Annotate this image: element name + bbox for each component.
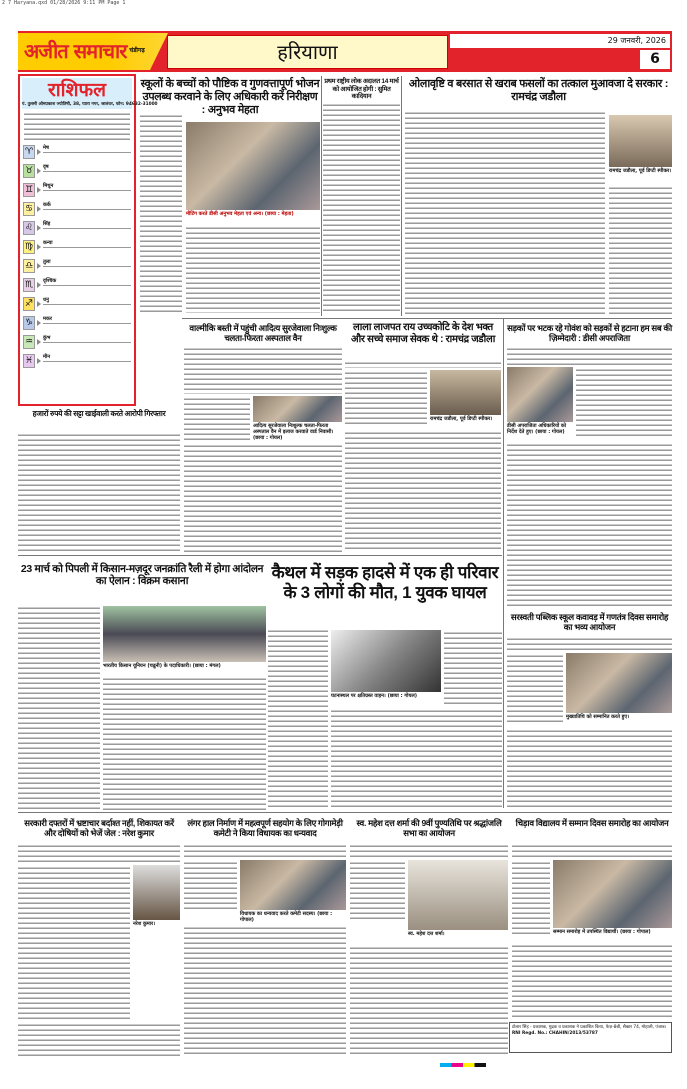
rashi-row [23, 219, 131, 237]
zodiac-icon: ♍ [24, 242, 34, 252]
rashi-row [23, 200, 131, 218]
panchang-text [24, 111, 130, 141]
photo-kisan-group [103, 606, 266, 662]
article-body [184, 396, 250, 441]
rashi-row [23, 333, 131, 351]
rashi-row [23, 143, 131, 161]
row-divider [182, 318, 672, 319]
zodiac-icon: ♌ [24, 223, 34, 233]
rashi-sign-name: मीन [43, 354, 131, 368]
headline-chidawa-school: चिड़ाव विद्यालय में सम्मान दिवस समारोह का आयोजन [515, 818, 669, 828]
article-body [512, 843, 672, 858]
article-body [444, 630, 502, 705]
rashi-row [23, 295, 131, 313]
arrow-icon [37, 168, 41, 174]
photo-caption: मुख्यातिथि को सम्मानित करते हुए। [566, 714, 629, 720]
article-body [405, 110, 605, 315]
rashifal-header [22, 78, 158, 109]
zodiac-icon: ♐ [24, 299, 34, 309]
arrow-icon [37, 225, 41, 231]
rashi-row [23, 181, 131, 199]
photo-dc-meeting [507, 367, 573, 422]
article-body [184, 925, 346, 1057]
rni-registration: RNI Regd. No.: CHAHIN/2013/53787 [512, 1031, 598, 1037]
imprint-box [509, 1022, 672, 1053]
photo-caption: नरेश कुमार। [133, 921, 156, 927]
photo-naresh-kumar [133, 865, 180, 920]
photo-caption: स्व. महेश दत्त शर्मा। [408, 931, 445, 937]
edition-city: चंडीगढ़ [129, 47, 145, 54]
rashi-sign-name: सिंह [43, 221, 131, 235]
photo-accident [331, 630, 441, 692]
photo-caption: भारतीय किसान यूनियन (चढूनी) के पदाधिकारी। (छाया : मंगल) [103, 663, 221, 669]
article-body [350, 843, 508, 858]
arrow-icon [37, 263, 41, 269]
issue-date: 29 जनवरी, 2026 [450, 34, 670, 48]
photo-award-ceremony [553, 860, 672, 928]
article-body [186, 225, 320, 313]
arrow-icon [37, 206, 41, 212]
photo-caption: विधायक का धन्यवाद करते कमेटी सदस्य। (छाया : गोपाल) [240, 911, 333, 923]
photo-jadaula [609, 115, 672, 167]
photo-caption: सम्मान समारोह में उपस्थित विद्यार्थी। (छाया : गोपाल) [553, 929, 651, 935]
article-body [576, 367, 672, 437]
article-body [184, 843, 346, 858]
photo-jadaula [430, 370, 501, 415]
rashi-sign-name: मकर [43, 316, 131, 330]
article-body [18, 432, 180, 552]
rashi-row [23, 276, 131, 294]
headline-betting-arrest: हजारों रुपये की सट्टा खाईवाली करते आरोपी गिरफ्तार [32, 409, 166, 418]
article-body [323, 102, 400, 313]
column-divider [401, 76, 402, 316]
headline-school-meals: स्कूलों के बच्चों को पौष्टिक व गुणवत्तापूर्ण भोजन उपलब्ध करवाने के लिए अधिकारी करें निरीक्षण : अनुभव मेहता [140, 78, 320, 116]
rashifal-title: राशिफल [47, 79, 107, 101]
zodiac-icon: ♓ [24, 356, 34, 366]
zodiac-icon: ♒ [24, 337, 34, 347]
photo-caption: डीसी अपराजिता अधिकारियों को निर्देश देते हुए। (छाया : गोयल) [507, 423, 567, 435]
newspaper-logo: अजीत समाचार [24, 39, 127, 63]
rashi-sign-name: मिथुन [43, 183, 131, 197]
imprint-text: टोलार सिंह - प्रकाशक, मुद्रक व प्रकाशक ने प्रकाशित किया, फेज़-8बी, सैक्टर 74, मोहाली, पंजाब। [512, 1025, 667, 1030]
article-body [507, 728, 672, 808]
page-number: 6 [640, 50, 670, 69]
photo-caption: आदित्य सुरजेवाला निःशुल्क चलता-फिरता अस्पताल वैन में इलाज करवाते वार्ड निवासी। (छाया : गोयल) [253, 423, 334, 441]
rashi-sign-name: कन्या [43, 240, 131, 254]
logo-group [24, 35, 145, 67]
rashi-row [23, 352, 131, 370]
headline-road-accident: कैथल में सड़क हादसे में एक ही परिवार के 3 लोगों की मौत, 1 युवक घायल [271, 563, 499, 603]
zodiac-icon: ♑ [24, 318, 34, 328]
zodiac-icon: ♊ [24, 185, 34, 195]
article-body [18, 605, 100, 810]
arrow-icon [37, 320, 41, 326]
article-body [507, 653, 563, 723]
arrow-icon [37, 358, 41, 364]
rashifal-box [18, 74, 158, 406]
headline-shraddhanjali: स्व. महेश दत्त शर्मा की 9वीं पुण्यतिथि पर श्रद्धांजलि सभा का आयोजन [356, 818, 502, 839]
article-body [18, 865, 130, 1020]
article-body [609, 185, 672, 315]
arrow-icon [37, 339, 41, 345]
article-body [184, 860, 237, 910]
article-body [268, 628, 328, 808]
column-divider [321, 76, 322, 316]
masthead [18, 31, 672, 72]
article-body [331, 708, 502, 808]
rashi-sign-name: धनु [43, 297, 131, 311]
article-body [140, 113, 182, 313]
photo-mahesh-sharma [408, 860, 508, 930]
rashi-row [23, 314, 131, 332]
article-body [184, 346, 342, 394]
rashi-row [23, 257, 131, 275]
headline-hospital-van: वाल्मीकि बस्ती में पहुंची आदित्य सुरजेवाला निःशुल्क चलता-फिरता अस्पताल वैन [189, 323, 337, 344]
photo-caption: रामचंद्र जडौला, पूर्व डिप्टी स्पीकर। [609, 168, 672, 174]
photo-hospital-van [253, 396, 342, 422]
photo-committee [240, 860, 346, 910]
section-title: हरियाणा [167, 35, 448, 69]
arrow-icon [37, 149, 41, 155]
article-body [512, 860, 550, 935]
rashi-row [23, 162, 131, 180]
arrow-icon [37, 187, 41, 193]
article-body [103, 676, 266, 810]
rashi-row [23, 238, 131, 256]
photo-caption: रामचंद्र जडौला, पूर्व डिप्टी स्पीकर। [430, 416, 493, 422]
rashi-sign-name: वृश्चिक [43, 278, 131, 292]
row-divider [18, 812, 672, 813]
article-body [18, 1022, 180, 1057]
headline-crop-compensation: ओलावृष्टि व बरसात से खराब फसलों का तत्काल मुआवजा दे सरकार : रामचंद्र जडौला [408, 78, 669, 103]
photo-school-event [566, 653, 672, 713]
headline-lok-adalat: प्रथम राष्ट्रीय लोक अदालत 14 मार्च को आयोजित होगी : सुमित कादियान [324, 78, 399, 101]
rashi-sign-name: कर्क [43, 202, 131, 216]
file-slug: 2 7 Haryana.qxd 01/28/2026 9:11 PM Page 1 [2, 0, 126, 6]
arrow-icon [37, 282, 41, 288]
row-divider [18, 555, 502, 556]
article-body [345, 370, 427, 425]
article-body [512, 943, 672, 1019]
zodiac-icon: ♉ [24, 166, 34, 176]
article-body [507, 442, 672, 607]
rashi-sign-name: कुंभ [43, 335, 131, 349]
rashi-sign-name: तुला [43, 259, 131, 273]
zodiac-icon: ♎ [24, 261, 34, 271]
article-body [345, 430, 501, 552]
headline-corruption: सरकारी दफ्तरों में भ्रष्टाचार बर्दाश्त नहीं, शिकायत करें और दोषियों को भेजें जेल : नरेश कुमार [24, 818, 174, 839]
article-body [350, 860, 405, 920]
arrow-icon [37, 244, 41, 250]
headline-kisan-rally: 23 मार्च को पिपली में किसान-मज़दूर जनक्रांति रैली में होगा आंदोलन का ऐलान : विक्रम कसाना [20, 563, 264, 588]
headline-langar-hall: लंगर हाल निर्माण में महत्वपूर्ण सहयोग के लिए गोगामेड़ी कमेटी ने किया विधायक का धन्यवाद [187, 818, 343, 839]
article-body [18, 843, 180, 863]
headline-saraswati-school: सरस्वती पब्लिक स्कूल कवावड़ में गणतंत्र दिवस समारोह का भव्य आयोजन [510, 612, 669, 633]
zodiac-icon: ♈ [24, 147, 34, 157]
article-body [507, 346, 672, 366]
article-body [345, 360, 501, 368]
article-body [184, 443, 342, 553]
article-body [507, 636, 672, 651]
arrow-icon [37, 301, 41, 307]
article-body [350, 945, 508, 1057]
sign-list [20, 143, 134, 370]
headline-lala-lajpat-rai: लाला लाजपत राय उच्चकोटि के देश भक्त और सच्चे समाज सेवक थे : रामचंद्र जडौला [350, 322, 496, 345]
column-divider [503, 318, 504, 808]
color-registration-bar [440, 1063, 486, 1067]
zodiac-icon: ♋ [24, 204, 34, 214]
astrologer-address: पं. तुलसी ओमप्रकाश ज्योतिषी, 38, प्यारा नगर, जालंधर, फोन: 94632-31000 [22, 102, 158, 107]
photo-caption: मीटिंग करते डीसी अनुभव मेहता एवं अन्य। (छाया : मेहता) [186, 211, 294, 217]
headline-stray-cattle: सड़कों पर भटक रहे गोवंश को सड़कों से हटाना हम सब की ज़िम्मेदारी : डीसी अपराजिता [507, 323, 672, 344]
rashi-sign-name: मेष [43, 145, 131, 159]
zodiac-icon: ♏ [24, 280, 34, 290]
photo-caption: घटनास्थल पर क्षतिग्रस्त वाहन। (छाया : गोयल) [331, 693, 418, 699]
rashi-sign-name: वृष [43, 164, 131, 178]
photo-meeting [186, 122, 320, 210]
